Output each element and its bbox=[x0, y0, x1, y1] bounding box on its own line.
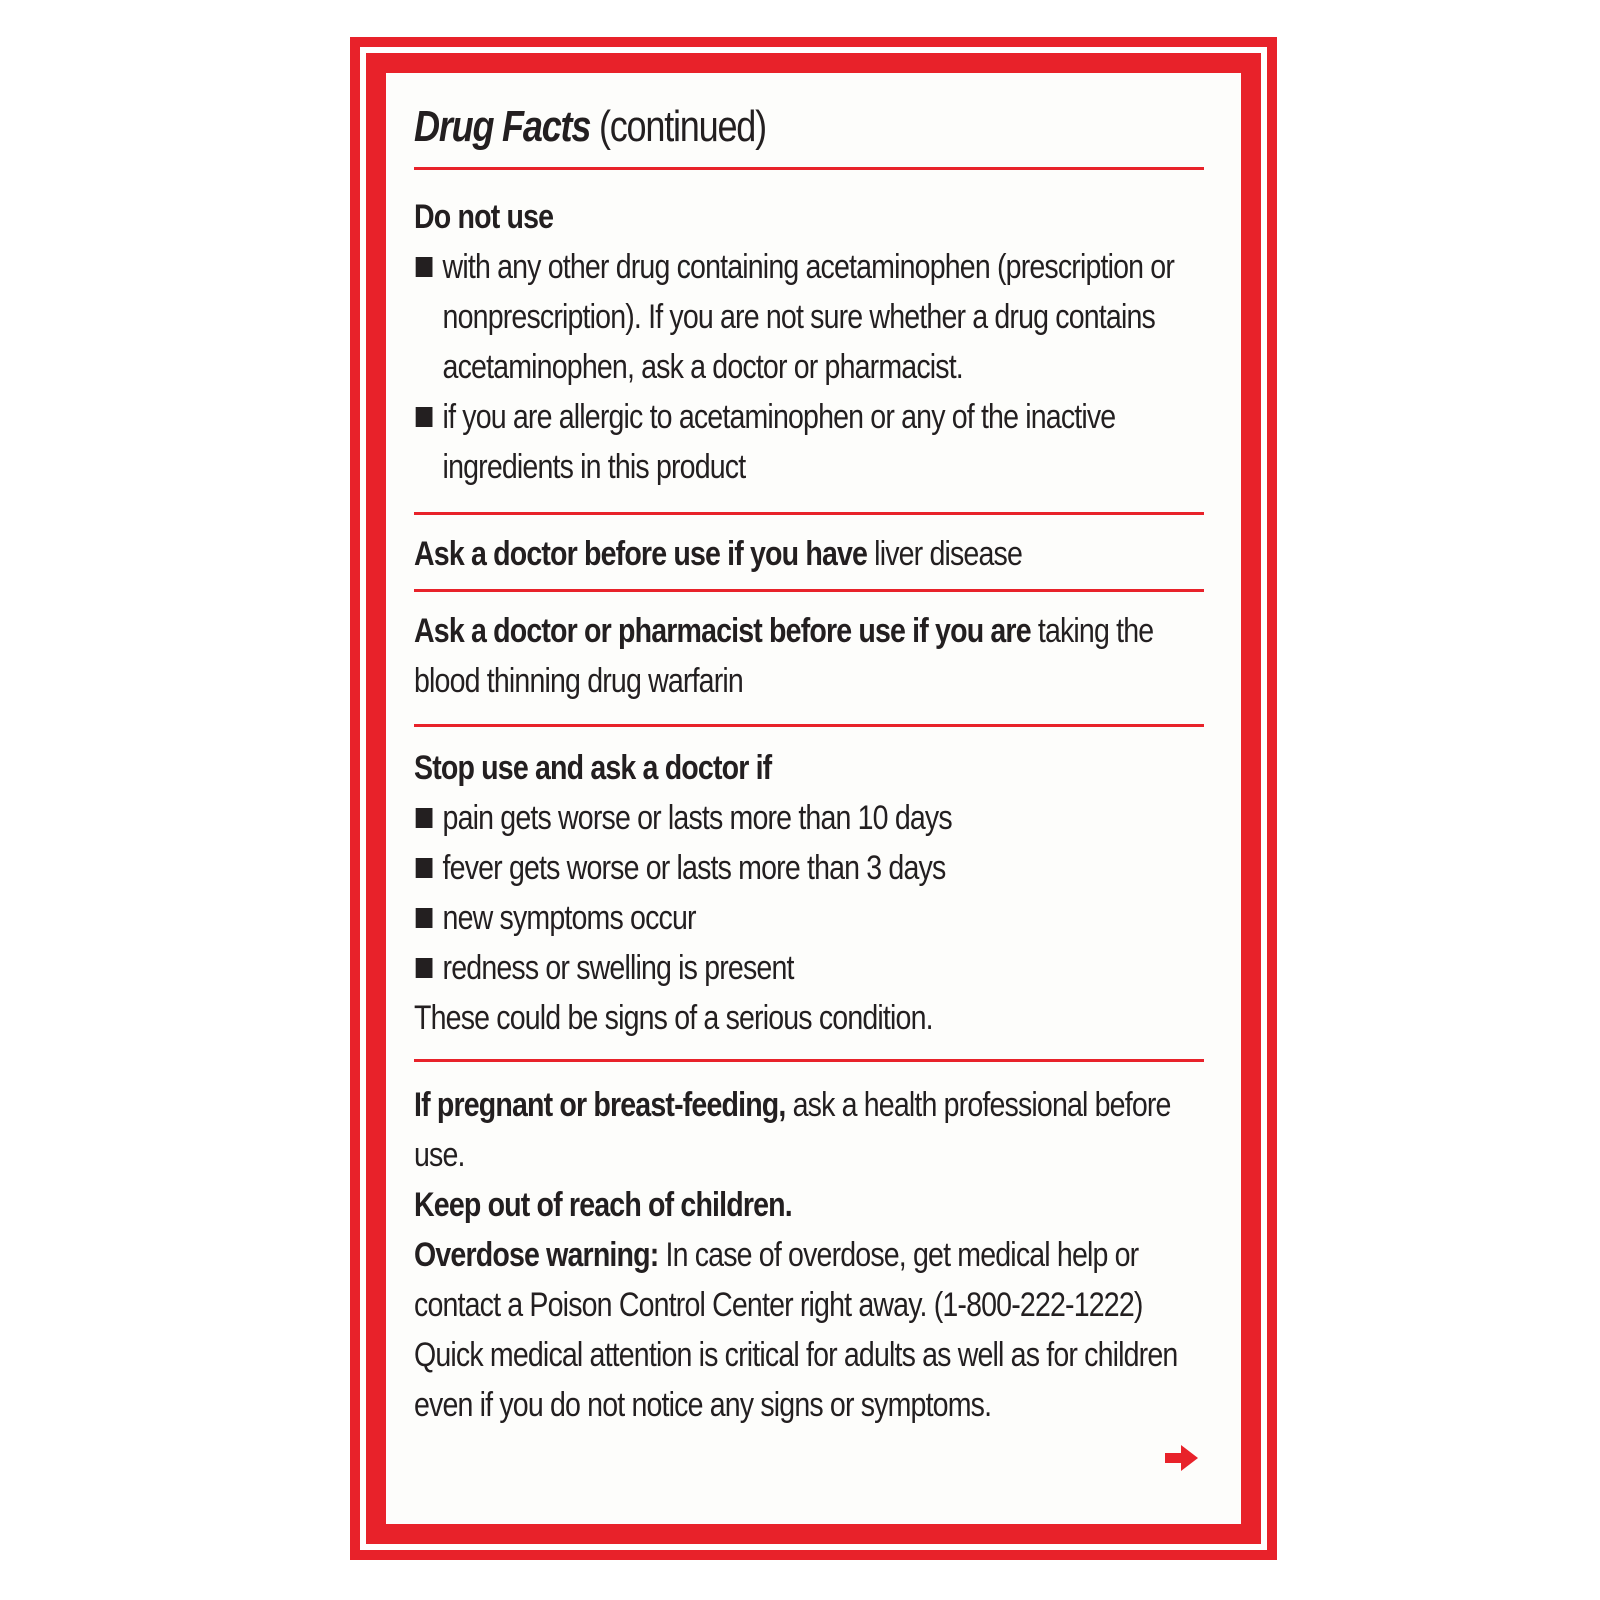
divider bbox=[414, 589, 1204, 592]
list-item bbox=[414, 843, 1212, 893]
pregnant-text: ask a health professional before use. bbox=[414, 1086, 1171, 1174]
stop-use-footer: These could be signs of a serious condition. bbox=[414, 999, 933, 1037]
ask-pharmacist-section bbox=[414, 606, 1212, 706]
ask-doctor-section bbox=[414, 529, 1212, 579]
stop-use-section bbox=[414, 743, 1212, 1043]
do-not-use-section bbox=[414, 192, 1212, 492]
bullet-text: redness or swelling is present bbox=[442, 949, 794, 987]
drug-facts-panel bbox=[386, 73, 1241, 1524]
keep-out-title: Keep out of reach of children. bbox=[414, 1186, 792, 1224]
list-item bbox=[414, 893, 1212, 943]
keep-out-warning bbox=[414, 1180, 1212, 1230]
do-not-use-title: Do not use bbox=[414, 198, 554, 236]
bullet-text: new symptoms occur bbox=[442, 899, 696, 937]
warnings-section bbox=[414, 1080, 1212, 1430]
overdose-text: In case of overdose, get medical help or contact a Poison Control Center right away. (1-800-222-1222) Quick medical attention is critical for adults as well as for children even if you do not notice any signs or symptoms. bbox=[414, 1236, 1178, 1424]
divider bbox=[414, 512, 1204, 515]
bullet-square-icon bbox=[416, 908, 433, 928]
bullet-square-icon bbox=[416, 257, 433, 277]
pregnant-warning bbox=[414, 1080, 1212, 1180]
list-item bbox=[414, 392, 1212, 492]
divider bbox=[414, 724, 1204, 727]
bullet-text: pain gets worse or lasts more than 10 days bbox=[442, 799, 952, 837]
continue-arrow-icon bbox=[1165, 1444, 1199, 1472]
header-continued: (continued) bbox=[590, 102, 766, 151]
header-title: Drug Facts bbox=[414, 102, 591, 151]
bullet-square-icon bbox=[416, 958, 433, 978]
pregnant-title: If pregnant or breast-feeding, bbox=[414, 1086, 786, 1124]
divider bbox=[414, 167, 1204, 170]
ask-pharmacist-title: Ask a doctor or pharmacist before use if you are bbox=[414, 612, 1031, 650]
list-item bbox=[414, 242, 1212, 392]
ask-doctor-text: liver disease bbox=[867, 535, 1023, 573]
overdose-title: Overdose warning: bbox=[414, 1236, 659, 1274]
ask-pharmacist-text: taking the blood thinning drug warfarin bbox=[414, 612, 1154, 700]
bullet-square-icon bbox=[416, 858, 433, 878]
bullet-square-icon bbox=[416, 808, 433, 828]
bullet-text: if you are allergic to acetaminophen or any of the inactive ingredients in this product bbox=[442, 398, 1116, 486]
bullet-square-icon bbox=[416, 407, 433, 427]
divider bbox=[414, 1059, 1204, 1062]
list-item bbox=[414, 793, 1212, 843]
bullet-text: fever gets worse or lasts more than 3 days bbox=[442, 849, 946, 887]
bullet-text: with any other drug containing acetaminophen (prescription or nonprescription). If you are not sure whether a drug contains acetaminophen, ask a doctor or pharmacist. bbox=[442, 248, 1175, 386]
stop-use-title: Stop use and ask a doctor if bbox=[414, 749, 772, 787]
drug-facts-header bbox=[414, 101, 1059, 153]
list-item bbox=[414, 943, 1212, 993]
overdose-warning bbox=[414, 1230, 1212, 1430]
ask-doctor-title: Ask a doctor before use if you have bbox=[414, 535, 868, 573]
